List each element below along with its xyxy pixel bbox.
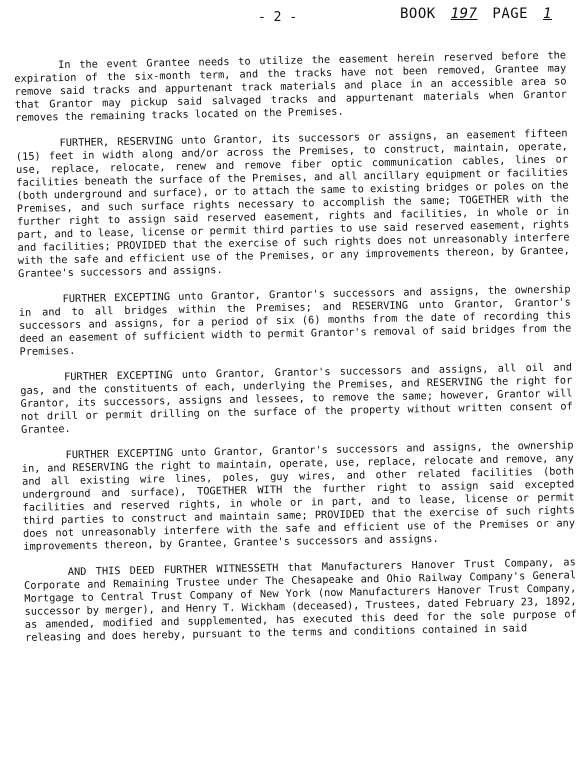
paragraph-trustee-release: AND THIS DEED FURTHER WITNESSETH that Manufacturers Hanover Trust Company, as Corporate and Remaining Trustee under The Chesapeake and Ohio Railway Company's General Mortgage to Central Trust Company of New York (now Manufacturers Hanover Trust Company, successor by merger), and Henry T. Wickham (deceased), Trustees, dated February 23, 1892, as amended, modified and supplemented, has executed this deed for the sole purpose of releasing and does hereby, pursuant to the terms and conditions contained in said <box>23 556 577 644</box>
paragraph-wire-lines-exception: FURTHER EXCEPTING unto Grantor, Grantor's successors and assigns, the ownership in, and RESERVING the right to maintain, operate, use, replace, relocate and remove, any and all existing wire lines, poles, guy wires, and other related facilities (both underground and surface), TOGETHER WITH the further right to assign said excepted facilities and reserved rights, in whole or in part, and to lease, license or permit third parties to construct and maintain same; PROVIDED that the exercise of such rights does not unreasonably interfere with the safe and efficient use of the Premises or any improvements thereon, by Grantee, Grantee's successors and assigns. <box>21 439 576 553</box>
book-page-stamp <box>400 6 558 22</box>
page-label: PAGE <box>492 6 529 22</box>
page-header <box>0 6 579 34</box>
page-value: 1 <box>543 6 552 22</box>
book-label: BOOK <box>400 6 436 22</box>
paragraph-removal-of-tracks: In the event Grantee needs to utilize the easement herein reserved before the expiration of the six-month term, and the tracks have not been removed, Grantee may remove said tracks and appurtenant track materials and place in an accessible area so that Grantor may pickup said salvaged tracks and appurtenant materials when Grantor removes the remaining tracks located on the Premises. <box>14 49 567 124</box>
page-number: - 2 - <box>258 10 298 25</box>
document-body <box>14 49 577 657</box>
book-number: 197 <box>450 6 478 22</box>
paragraph-oil-gas-exception: FURTHER EXCEPTING unto Grantor, Grantor's successors and assigns, all oil and gas, and the constituents of each, underlying the Premises, and RESERVING the right for Grantor, its successors, assigns and lessees, to remove the same; however, Grantor will not drill or permit drilling on the surface of the property without written consent of Grantee. <box>20 361 573 436</box>
paragraph-bridges-exception: FURTHER EXCEPTING unto Grantor, Grantor's successors and assigns, the ownership in and to all bridges within the Premises; and RESERVING unto Grantor, Grantor's successors and assigns, for a period of six (6) months from the date of recording this deed an easement of sufficient width to permit Grantor's removal of said bridges from the Premises. <box>18 283 572 358</box>
paragraph-fiber-optic-easement: FURTHER, RESERVING unto Grantor, its successors or assigns, an easement fifteen (15) feet in width along and/or across the Premises, to construct, maintain, operate, use, replace, relocate, renew and remove fiber optic communication cables, lines or facilities beneath the surface of the Premises, and all ancillary equipment or facilities (both underground and surface), or to attach the same to existing bridges or poles on the Premises, and such surface rights necessary to accomplish the same; TOGETHER with the further right to assign said reserved easement, rights and facilities, in whole or in part, and to lease, license or permit third parties to use said reserved easement, rights and facilities; PROVIDED that the exercise of such rights does not unreasonably interfere with the safe and efficient use of the Premises, or any improvements thereon, by Grantee, Grantee's successors and assigns. <box>15 127 570 280</box>
